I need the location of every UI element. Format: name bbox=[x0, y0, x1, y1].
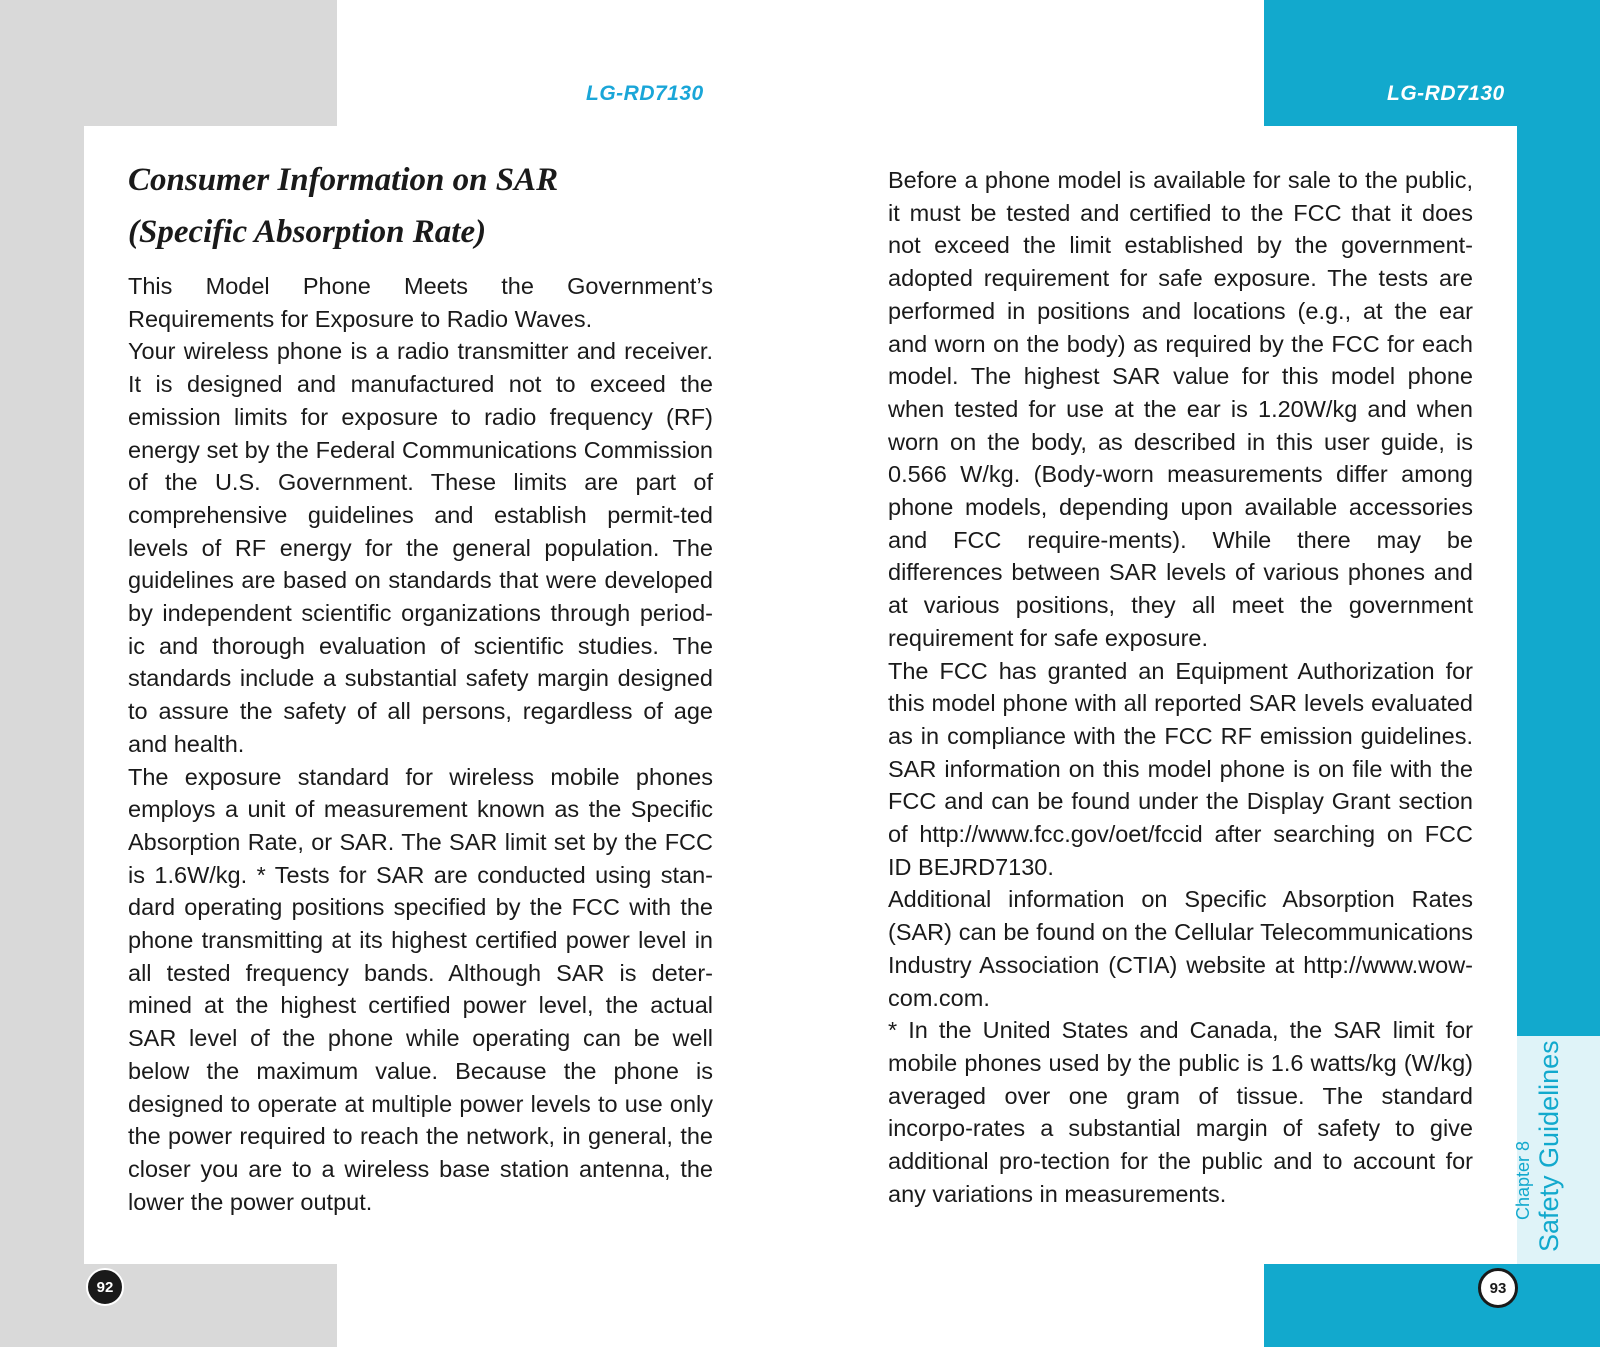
page-number-right: 93 bbox=[1478, 1268, 1518, 1308]
page-subtitle: (Specific Absorption Rate) bbox=[128, 214, 487, 250]
left-body-text bbox=[128, 270, 713, 1218]
left-bottom-gray-block bbox=[0, 1264, 337, 1347]
page-title: Consumer Information on SAR bbox=[128, 162, 559, 198]
left-top-gray-block bbox=[0, 0, 337, 126]
paragraph: The exposure standard for wireless mobile phones employs a unit of measurement known as the Specific Absorption Rate, or SAR. The SAR limit set by the FCC is 1.6W/kg. * Tests for SAR are conducted using stan-dard operating positions specified by the FCC with the phone transmitting at its highest certified power level in all tested frequency bands. Although SAR is deter-mined at the highest certified power level, the actual SAR level of the phone while operating can be well below the maximum value. Because the phone is designed to operate at multiple power levels to use only the power required to reach the network, in general, the closer you are to a wireless base station antenna, the lower the power output. bbox=[128, 763, 713, 1215]
header-model-left: LG-RD7130 bbox=[586, 82, 704, 105]
right-bottom-cyan-block bbox=[1264, 1264, 1600, 1347]
paragraph: The FCC has granted an Equipment Authorization for this model phone with all reported SAR levels evaluated as in compliance with the FCC RF emission guidelines. SAR information on this model phone is on file with the FCC and can be found under the Display Grant section of http://www.fcc.gov/oet/fccid after searching on FCC ID BEJRD7130. bbox=[888, 657, 1473, 880]
left-side-gray-band bbox=[0, 126, 84, 1347]
paragraph: * In the United States and Canada, the SAR limit for mobile phones used by the public is 1.6 watts/kg (W/kg) averaged over one gram of tissue. The standard incorpo-rates a substantial margin of safety to give additional pro-tection for the public and to account for any variations in measurements. bbox=[888, 1017, 1473, 1207]
right-body-text bbox=[888, 164, 1473, 1211]
chapter-label bbox=[1512, 1022, 1600, 1252]
paragraph: Before a phone model is available for sale to the public, it must be tested and certified to the FCC that it does not exceed the limit established by the government-adopted requirement for safe exposure. The tests are performed in positions and locations (e.g., at the ear and worn on the body) as required by the FCC for each model. The highest SAR value for this model phone when tested for use at the ear is 1.20W/kg and when worn on the body, as described in this user guide, is 0.566 W/kg. (Body-worn measurements differ among phone models, depending upon available accessories and FCC require-ments). While there may be differences between SAR levels of various phones and at various positions, they all meet the government requirement for safe exposure. bbox=[888, 167, 1473, 651]
chapter-number: Chapter 8 bbox=[1513, 1140, 1533, 1220]
right-top-cyan-block bbox=[1264, 0, 1600, 126]
chapter-title: Safety Guidelines bbox=[1534, 1040, 1564, 1252]
page-number-left: 92 bbox=[86, 1268, 124, 1306]
header-model-right: LG-RD7130 bbox=[1387, 82, 1505, 105]
paragraph: Your wireless phone is a radio transmitter and receiver. It is designed and manufactured not to exceed the emission limits for exposure to radio frequency (RF) energy set by the Federal Communications Commission of the U.S. Government. These limits are part of comprehensive guidelines and establish permit-ted levels of RF energy for the general population. The guidelines are based on standards that were developed by independent scientific organizations through period-ic and thorough evaluation of scientific studies. The standards include a substantial safety margin designed to assure the safety of all persons, regardless of age and health. bbox=[128, 338, 713, 757]
right-side-cyan-band bbox=[1517, 126, 1600, 1036]
paragraph: This Model Phone Meets the Government’s Requirements for Exposure to Radio Waves. bbox=[128, 273, 713, 332]
paragraph: Additional information on Specific Absorption Rates (SAR) can be found on the Cellular Telecommunications Industry Association (CTIA) website at http://www.wow-com.com. bbox=[888, 886, 1473, 1011]
